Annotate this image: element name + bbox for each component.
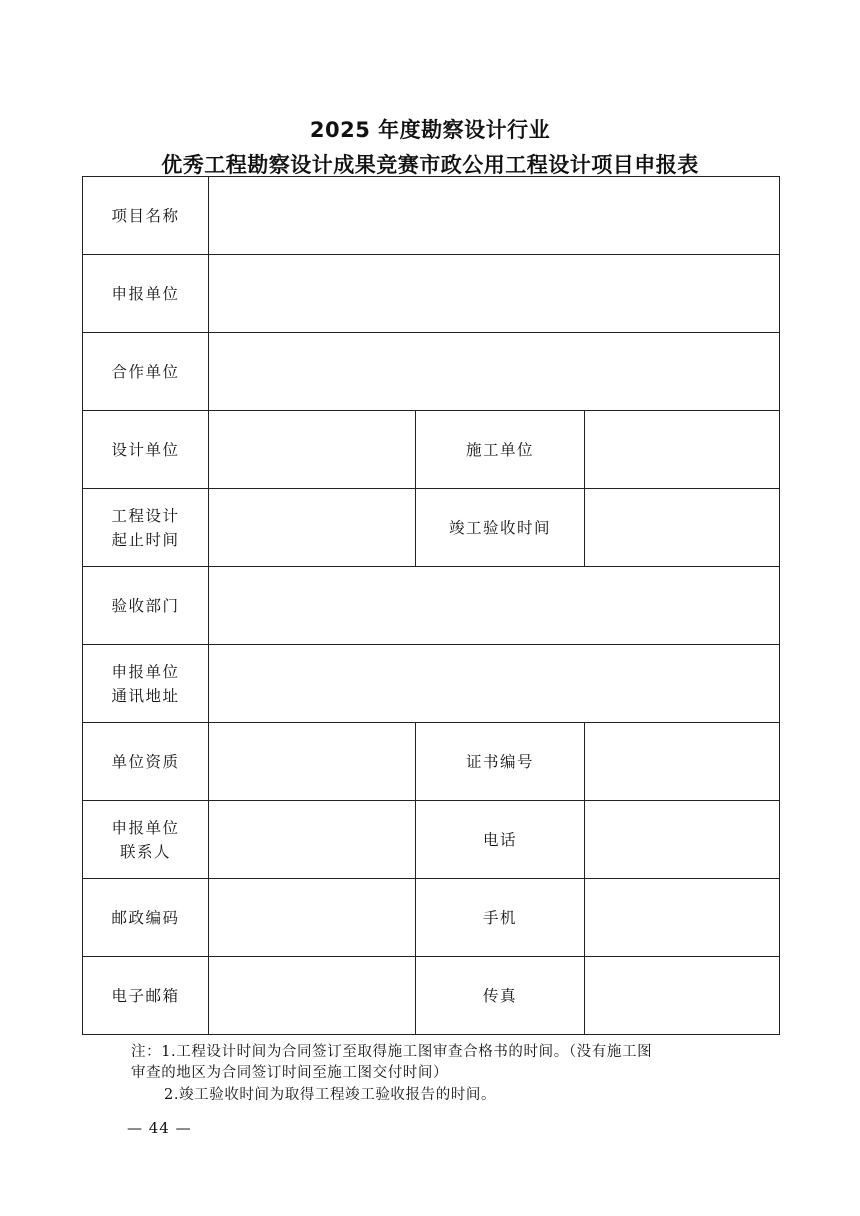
label-applicant-address-line2: 通讯地址 <box>111 686 180 705</box>
label-certificate-no: 证书编号 <box>416 723 585 801</box>
table-row <box>83 177 780 255</box>
label-acceptance-dept: 验收部门 <box>83 567 209 645</box>
certificate-no-field[interactable] <box>585 723 780 801</box>
label-design-period <box>83 489 209 567</box>
postal-code-field[interactable] <box>209 879 416 957</box>
label-email: 电子邮箱 <box>83 957 209 1035</box>
applicant-address-field[interactable] <box>209 645 780 723</box>
note-line-2: 审查的地区为合同签订时间至施工图交付时间） <box>131 1065 449 1081</box>
applicant-contact-field[interactable] <box>209 801 416 879</box>
note-line-3: 2.竣工验收时间为取得工程竣工验收报告的时间。 <box>164 1087 497 1103</box>
label-applicant-contact-line1: 申报单位 <box>111 818 180 837</box>
design-period-field[interactable] <box>209 489 416 567</box>
table-row <box>83 567 780 645</box>
acceptance-dept-field[interactable] <box>209 567 780 645</box>
label-partner: 合作单位 <box>83 333 209 411</box>
table-row <box>83 957 780 1035</box>
label-applicant-address <box>83 645 209 723</box>
fax-field[interactable] <box>585 957 780 1035</box>
label-design-period-line2: 起止时间 <box>111 530 180 549</box>
project-name-field[interactable] <box>209 177 780 255</box>
table-row <box>83 879 780 957</box>
label-applicant-address-line1: 申报单位 <box>111 662 180 681</box>
table-row <box>83 489 780 567</box>
mobile-field[interactable] <box>585 879 780 957</box>
table-row <box>83 723 780 801</box>
table-row <box>83 411 780 489</box>
table-row <box>83 801 780 879</box>
label-postal-code: 邮政编码 <box>83 879 209 957</box>
label-fax: 传真 <box>416 957 585 1035</box>
phone-field[interactable] <box>585 801 780 879</box>
label-qualification: 单位资质 <box>83 723 209 801</box>
construction-unit-field[interactable] <box>585 411 780 489</box>
form-title-line1: 2025 年度勘察设计行业 <box>309 118 551 142</box>
qualification-field[interactable] <box>209 723 416 801</box>
table-row <box>83 333 780 411</box>
applicant-field[interactable] <box>209 255 780 333</box>
label-project-name: 项目名称 <box>83 177 209 255</box>
label-applicant: 申报单位 <box>83 255 209 333</box>
label-mobile: 手机 <box>416 879 585 957</box>
label-phone: 电话 <box>416 801 585 879</box>
application-form-table <box>82 176 780 1035</box>
partner-field[interactable] <box>209 333 780 411</box>
design-unit-field[interactable] <box>209 411 416 489</box>
label-construction-unit: 施工单位 <box>416 411 585 489</box>
note-line-1: 注：1.工程设计时间为合同签订至取得施工图审查合格书的时间。（没有施工图 <box>131 1044 653 1060</box>
label-applicant-contact <box>83 801 209 879</box>
email-field[interactable] <box>209 957 416 1035</box>
table-row <box>83 255 780 333</box>
label-applicant-contact-line2: 联系人 <box>119 842 171 861</box>
table-row <box>83 645 780 723</box>
completion-time-field[interactable] <box>585 489 780 567</box>
label-design-period-line1: 工程设计 <box>111 506 180 525</box>
label-completion-time: 竣工验收时间 <box>416 489 585 567</box>
label-design-unit: 设计单位 <box>83 411 209 489</box>
form-title-line2: 优秀工程勘察设计成果竞赛市政公用工程设计项目申报表 <box>161 153 699 177</box>
page-number: — 44 — <box>127 1119 192 1137</box>
